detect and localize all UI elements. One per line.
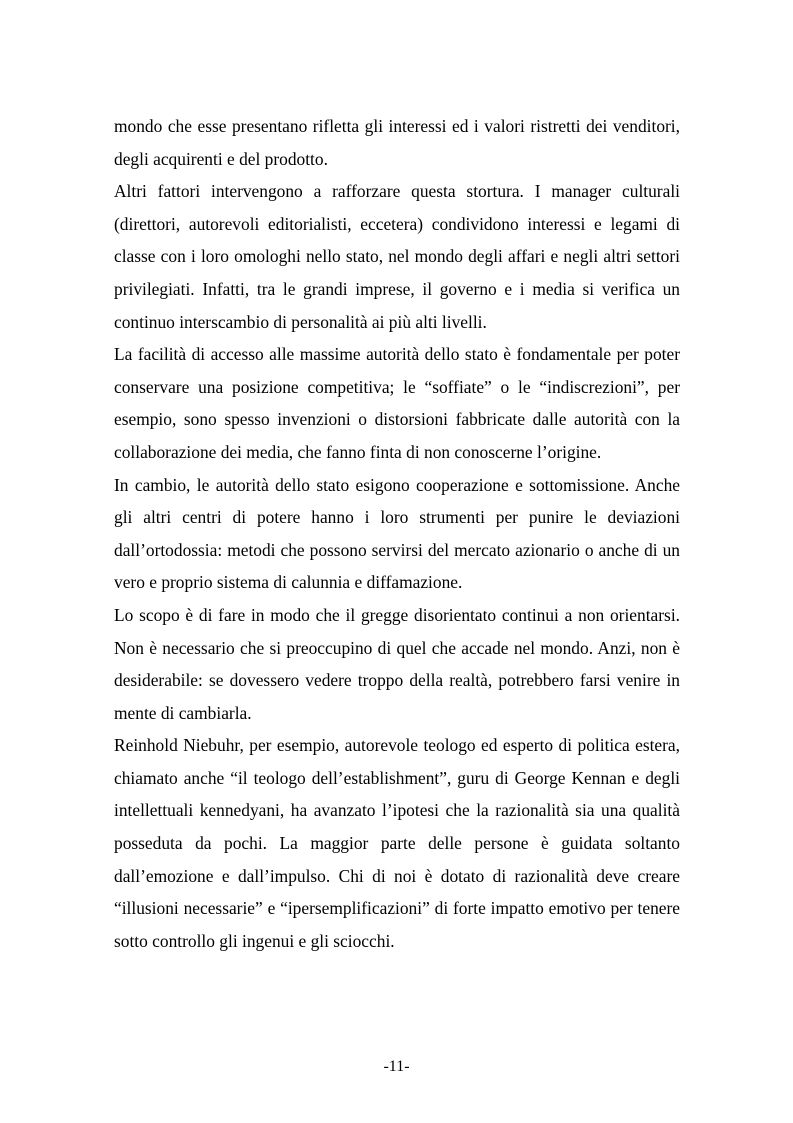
page-number: -11-: [383, 1058, 410, 1075]
paragraph-3: La facilità di accesso alle massime autorità dello stato è fondamentale per poter conservare una posizione competitiva; le “soffiate” o le “indiscrezioni”, per esempio, sono spesso invenzioni o distorsioni fabbricate dalle autorità con la collaborazione dei media, che fanno finta di non conoscerne l’origine.: [114, 344, 680, 462]
paragraph-6: Reinhold Niebuhr, per esempio, autorevole teologo ed esperto di politica estera, chiamato anche “il teologo dell’establishment”, guru di George Kennan e degli intellettuali kennedyani, ha avanzato l’ipotesi che la razionalità sia una qualità posseduta da pochi. La maggior parte delle persone è guidata soltanto dall’emozione e dall’impulso. Chi di noi è dotato di razionalità deve creare “illusioni necessarie” e “ipersemplificazioni” di forte impatto emotivo per tenere sotto controllo gli ingenui e gli sciocchi.: [114, 735, 680, 951]
paragraph-1: mondo che esse presentano rifletta gli interessi ed i valori ristretti dei venditori, degli acquirenti e del prodotto.: [114, 116, 680, 169]
body-text: [114, 110, 680, 957]
paragraph-4: In cambio, le autorità dello stato esigono cooperazione e sottomissione. Anche gli altri centri di potere hanno i loro strumenti per punire le deviazioni dall’ortodossia: metodi che possono servirsi del mercato azionario o anche di un vero e proprio sistema di calunnia e diffamazione.: [114, 474, 680, 593]
paragraph-2: Altri fattori intervengono a rafforzare questa stortura. I manager culturali (direttori, autorevoli editorialisti, eccetera) condividono interessi e legami di classe con i loro omologhi nello stato, nel mondo degli affari e negli altri settori privilegiati. Infatti, tra le grandi imprese, il governo e i media si verifica un continuo interscambio di personalità ai più alti livelli.: [114, 181, 680, 332]
paragraph-5: Lo scopo è di fare in modo che il gregge disorientato continui a non orientarsi. Non è necessario che si preoccupino di quel che accade nel mondo. Anzi, non è desiderabile: se dovessero vedere troppo della realtà, potrebbero farsi venire in mente di cambiarla.: [114, 604, 680, 723]
